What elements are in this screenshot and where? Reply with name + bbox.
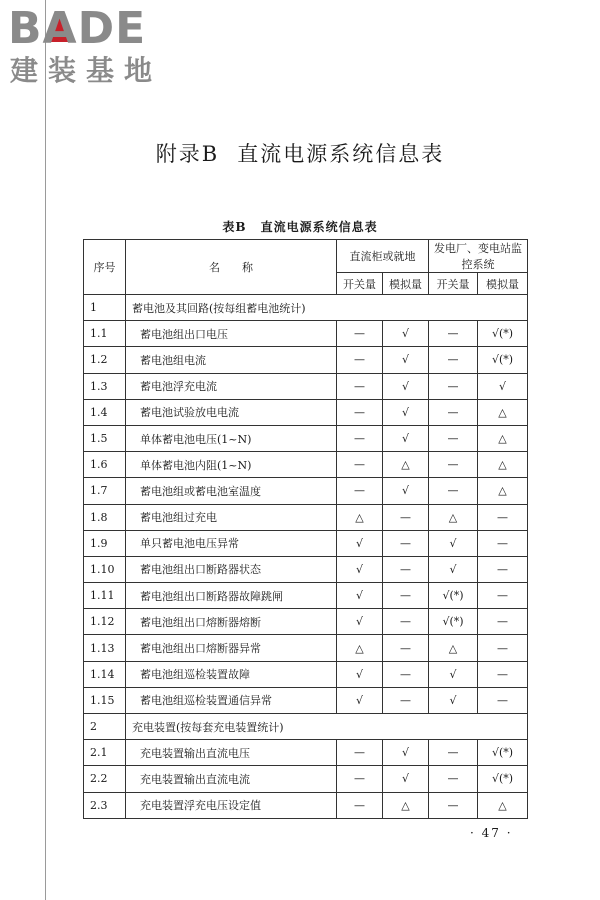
table-row [84,609,528,635]
monitor-switch-value: √ [429,661,478,687]
cabinet-analog-value: — [383,661,429,687]
monitor-switch-value: — [429,347,478,373]
header-group-monitoring: 发电厂、变电站监控系统 [429,240,528,273]
table-row [84,556,528,582]
cabinet-analog-value: √ [383,425,429,451]
row-seq: 1.4 [84,399,126,425]
cabinet-switch-value: — [337,425,383,451]
monitor-analog-value: — [478,609,528,635]
row-name: 充电装置输出直流电流 [126,766,337,792]
cabinet-switch-value: — [337,321,383,347]
header-name: 名 称 [126,240,337,295]
row-seq: 1.11 [84,583,126,609]
table-row [84,425,528,451]
cabinet-analog-value: — [383,583,429,609]
monitor-analog-value: △ [478,792,528,818]
appendix-title-text: 直流电源系统信息表 [237,142,445,166]
table-row [84,504,528,530]
table-caption-label: 表B [222,220,247,234]
table-row [84,530,528,556]
row-seq: 1.2 [84,347,126,373]
group-name: 充电装置(按每套充电装置统计) [126,714,528,740]
row-name: 充电装置输出直流电压 [126,740,337,766]
table-row [84,635,528,661]
row-name: 蓄电池浮充电流 [126,373,337,399]
table-row [84,661,528,687]
cabinet-switch-value: √ [337,661,383,687]
cabinet-analog-value: — [383,687,429,713]
monitor-switch-value: √ [429,530,478,556]
cabinet-switch-value: — [337,478,383,504]
cabinet-analog-value: — [383,556,429,582]
cabinet-analog-value: △ [383,452,429,478]
monitor-switch-value: √(*) [429,609,478,635]
table-row [84,347,528,373]
monitor-analog-value: √ [478,373,528,399]
monitor-analog-value: — [478,504,528,530]
monitor-analog-value: △ [478,452,528,478]
cabinet-switch-value: — [337,399,383,425]
table-row [84,766,528,792]
monitor-analog-value: △ [478,425,528,451]
table-body [84,295,528,819]
monitor-switch-value: — [429,740,478,766]
cabinet-switch-value: — [337,373,383,399]
cabinet-analog-value: √ [383,740,429,766]
table-row [84,792,528,818]
monitor-switch-value: — [429,766,478,792]
row-seq: 1.14 [84,661,126,687]
brand-logo [8,4,178,96]
cabinet-analog-value: — [383,635,429,661]
cabinet-switch-value: √ [337,583,383,609]
cabinet-analog-value: — [383,530,429,556]
monitor-analog-value: — [478,583,528,609]
row-seq: 1.7 [84,478,126,504]
cabinet-analog-value: √ [383,766,429,792]
row-name: 蓄电池组出口熔断器异常 [126,635,337,661]
cabinet-analog-value: √ [383,478,429,504]
row-seq: 1.1 [84,321,126,347]
row-name: 蓄电池组过充电 [126,504,337,530]
monitor-analog-value: — [478,661,528,687]
monitor-analog-value: △ [478,478,528,504]
monitor-analog-value: — [478,556,528,582]
page-number: · 47 · [470,826,513,840]
monitor-switch-value: — [429,452,478,478]
cabinet-switch-value: √ [337,609,383,635]
row-seq: 1.15 [84,687,126,713]
table-group-row [84,295,528,321]
logo-wordmark [8,4,178,54]
row-name: 单只蓄电池电压异常 [126,530,337,556]
cabinet-analog-value: √ [383,347,429,373]
row-seq: 1.8 [84,504,126,530]
monitor-switch-value: — [429,399,478,425]
cabinet-switch-value: △ [337,635,383,661]
header-switch: 开关量 [337,273,383,295]
row-seq: 2.2 [84,766,126,792]
table-caption [0,218,600,235]
row-name: 单体蓄电池内阻(1~N) [126,452,337,478]
row-seq: 1.13 [84,635,126,661]
table-row [84,478,528,504]
table-row [84,373,528,399]
monitor-switch-value: — [429,425,478,451]
logo-subtitle: 建装基地 [10,54,163,87]
row-name: 蓄电池组或蓄电池室温度 [126,478,337,504]
row-name: 蓄电池组电流 [126,347,337,373]
monitor-analog-value: √(*) [478,740,528,766]
dc-system-info-table [83,239,528,819]
table-group-row [84,714,528,740]
monitor-analog-value: √(*) [478,766,528,792]
monitor-analog-value: √(*) [478,347,528,373]
header-switch: 开关量 [429,273,478,295]
table-row [84,399,528,425]
logo-letters-de: DE [77,3,147,54]
cabinet-analog-value: √ [383,373,429,399]
row-name: 单体蓄电池电压(1~N) [126,425,337,451]
row-name: 蓄电池组出口电压 [126,321,337,347]
page-binding-edge [45,0,46,900]
monitor-switch-value: — [429,321,478,347]
logo-letter-a: A [42,3,78,54]
row-name: 蓄电池试验放电电流 [126,399,337,425]
row-seq: 1.5 [84,425,126,451]
cabinet-switch-value: — [337,347,383,373]
row-name: 蓄电池组出口熔断器熔断 [126,609,337,635]
table-row [84,452,528,478]
row-seq: 2 [84,714,126,740]
row-seq: 1.10 [84,556,126,582]
monitor-analog-value: — [478,687,528,713]
logo-letter-b: B [8,3,43,54]
cabinet-analog-value: √ [383,321,429,347]
cabinet-switch-value: — [337,792,383,818]
monitor-switch-value: √ [429,687,478,713]
header-group-cabinet: 直流柜或就地 [337,240,429,273]
cabinet-analog-value: △ [383,792,429,818]
cabinet-switch-value: √ [337,556,383,582]
monitor-analog-value: √(*) [478,321,528,347]
table-row [84,740,528,766]
table-row [84,583,528,609]
monitor-analog-value: — [478,635,528,661]
monitor-switch-value: — [429,478,478,504]
header-seq: 序号 [84,240,126,295]
table-caption-text: 直流电源系统信息表 [260,220,378,234]
group-name: 蓄电池及其回路(按每组蓄电池统计) [126,295,528,321]
row-name: 充电装置浮充电压设定值 [126,792,337,818]
monitor-switch-value: √ [429,556,478,582]
table-row [84,321,528,347]
appendix-title [0,138,600,168]
monitor-switch-value: √(*) [429,583,478,609]
row-seq: 1.9 [84,530,126,556]
row-seq: 1 [84,295,126,321]
monitor-analog-value: △ [478,399,528,425]
cabinet-switch-value: √ [337,687,383,713]
row-seq: 1.6 [84,452,126,478]
monitor-switch-value: △ [429,635,478,661]
row-seq: 1.12 [84,609,126,635]
header-analog: 模拟量 [478,273,528,295]
row-name: 蓄电池组巡检装置故障 [126,661,337,687]
cabinet-switch-value: — [337,766,383,792]
monitor-switch-value: — [429,792,478,818]
row-seq: 2.3 [84,792,126,818]
row-name: 蓄电池组出口断路器状态 [126,556,337,582]
monitor-analog-value: — [478,530,528,556]
table-row [84,687,528,713]
row-name: 蓄电池组巡检装置通信异常 [126,687,337,713]
row-seq: 1.3 [84,373,126,399]
cabinet-analog-value: — [383,504,429,530]
row-name: 蓄电池组出口断路器故障跳闸 [126,583,337,609]
cabinet-switch-value: — [337,740,383,766]
cabinet-switch-value: — [337,452,383,478]
cabinet-switch-value: √ [337,530,383,556]
cabinet-analog-value: √ [383,399,429,425]
monitor-switch-value: — [429,373,478,399]
header-analog: 模拟量 [383,273,429,295]
cabinet-switch-value: △ [337,504,383,530]
row-seq: 2.1 [84,740,126,766]
appendix-label: 附录B [155,142,220,166]
cabinet-analog-value: — [383,609,429,635]
monitor-switch-value: △ [429,504,478,530]
